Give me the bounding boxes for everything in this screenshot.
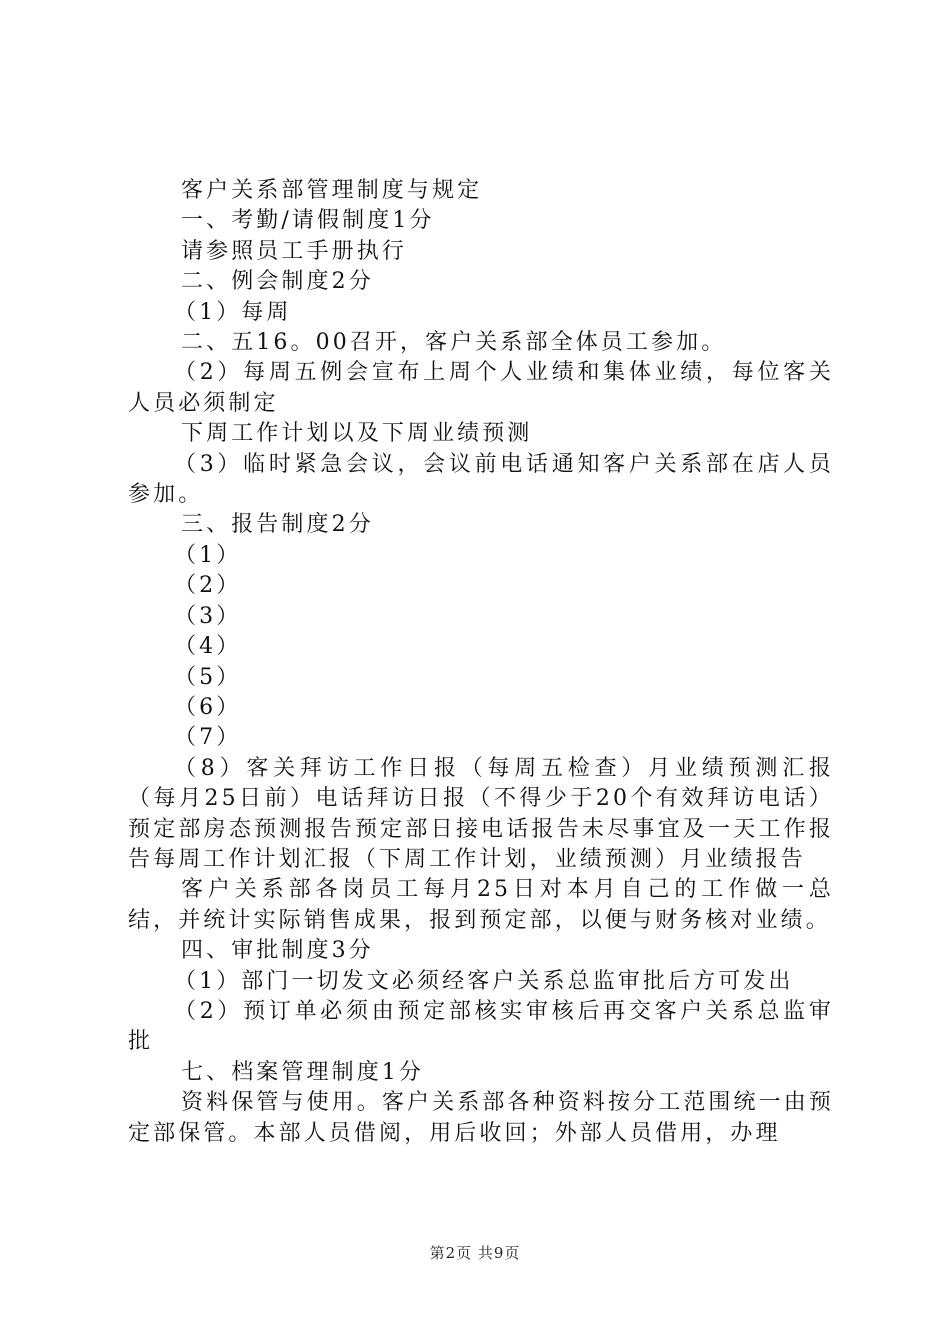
paragraph: 客户关系部各岗员工每月25日对本月自己的工作做一总结，并统计实际销售成果，报到预定部，以便与财务核对业绩。 bbox=[128, 877, 834, 933]
section-heading: 四、审批制度3分 bbox=[181, 938, 374, 964]
list-item: （6） bbox=[174, 694, 242, 720]
paragraph: 资料保管与使用。客户关系部各种资料按分工范围统一由预定部保管。本部人员借阅，用后收回；外部人员借用，办理 bbox=[128, 1090, 834, 1146]
section-heading: 一、考勤/请假制度1分 bbox=[181, 208, 435, 234]
paragraph: 二、五16。00召开，客户关系部全体员工参加。 bbox=[181, 330, 727, 356]
paragraph: 请参照员工手册执行 bbox=[181, 238, 407, 264]
section-heading: 二、例会制度2分 bbox=[181, 269, 374, 295]
list-item: （1）部门一切发文必须经客户关系总监审批后方可发出 bbox=[174, 968, 794, 994]
section-heading: 七、档案管理制度1分 bbox=[181, 1059, 424, 1085]
list-item: （7） bbox=[174, 725, 242, 751]
list-item: （1） bbox=[174, 542, 242, 568]
paragraph: 下周工作计划以及下周业绩预测 bbox=[181, 421, 533, 447]
list-item: （2）预订单必须由预定部核实审核后再交客户关系总监审批 bbox=[128, 998, 834, 1055]
page-footer: 第2页 共9页 bbox=[429, 1244, 521, 1262]
list-item: （5） bbox=[174, 664, 242, 690]
section-heading: 三、报告制度2分 bbox=[181, 512, 374, 538]
list-item: （4） bbox=[174, 634, 242, 660]
list-item: （2） bbox=[174, 573, 242, 599]
list-item: （8）客关拜访工作日报（每周五检查）月业绩预测汇报（每月25日前）电话拜访日报（不得少于20个有效拜访电话）预定部房态预测报告预定部日接电话报告未尽事宜及一天工作报告每周工作计划汇报（下周工作计划，业绩预测）月业绩报告 bbox=[128, 755, 834, 872]
list-item: （3）临时紧急会议，会议前电话通知客户关系部在店人员参加。 bbox=[128, 451, 834, 508]
document-body bbox=[128, 176, 834, 1149]
list-item: （3） bbox=[174, 603, 242, 629]
list-item: （2）每周五例会宣布上周个人业绩和集体业绩，每位客关人员必须制定 bbox=[128, 360, 834, 416]
list-item: （1）每周 bbox=[174, 299, 292, 325]
document-title: 客户关系部管理制度与规定 bbox=[181, 178, 483, 203]
